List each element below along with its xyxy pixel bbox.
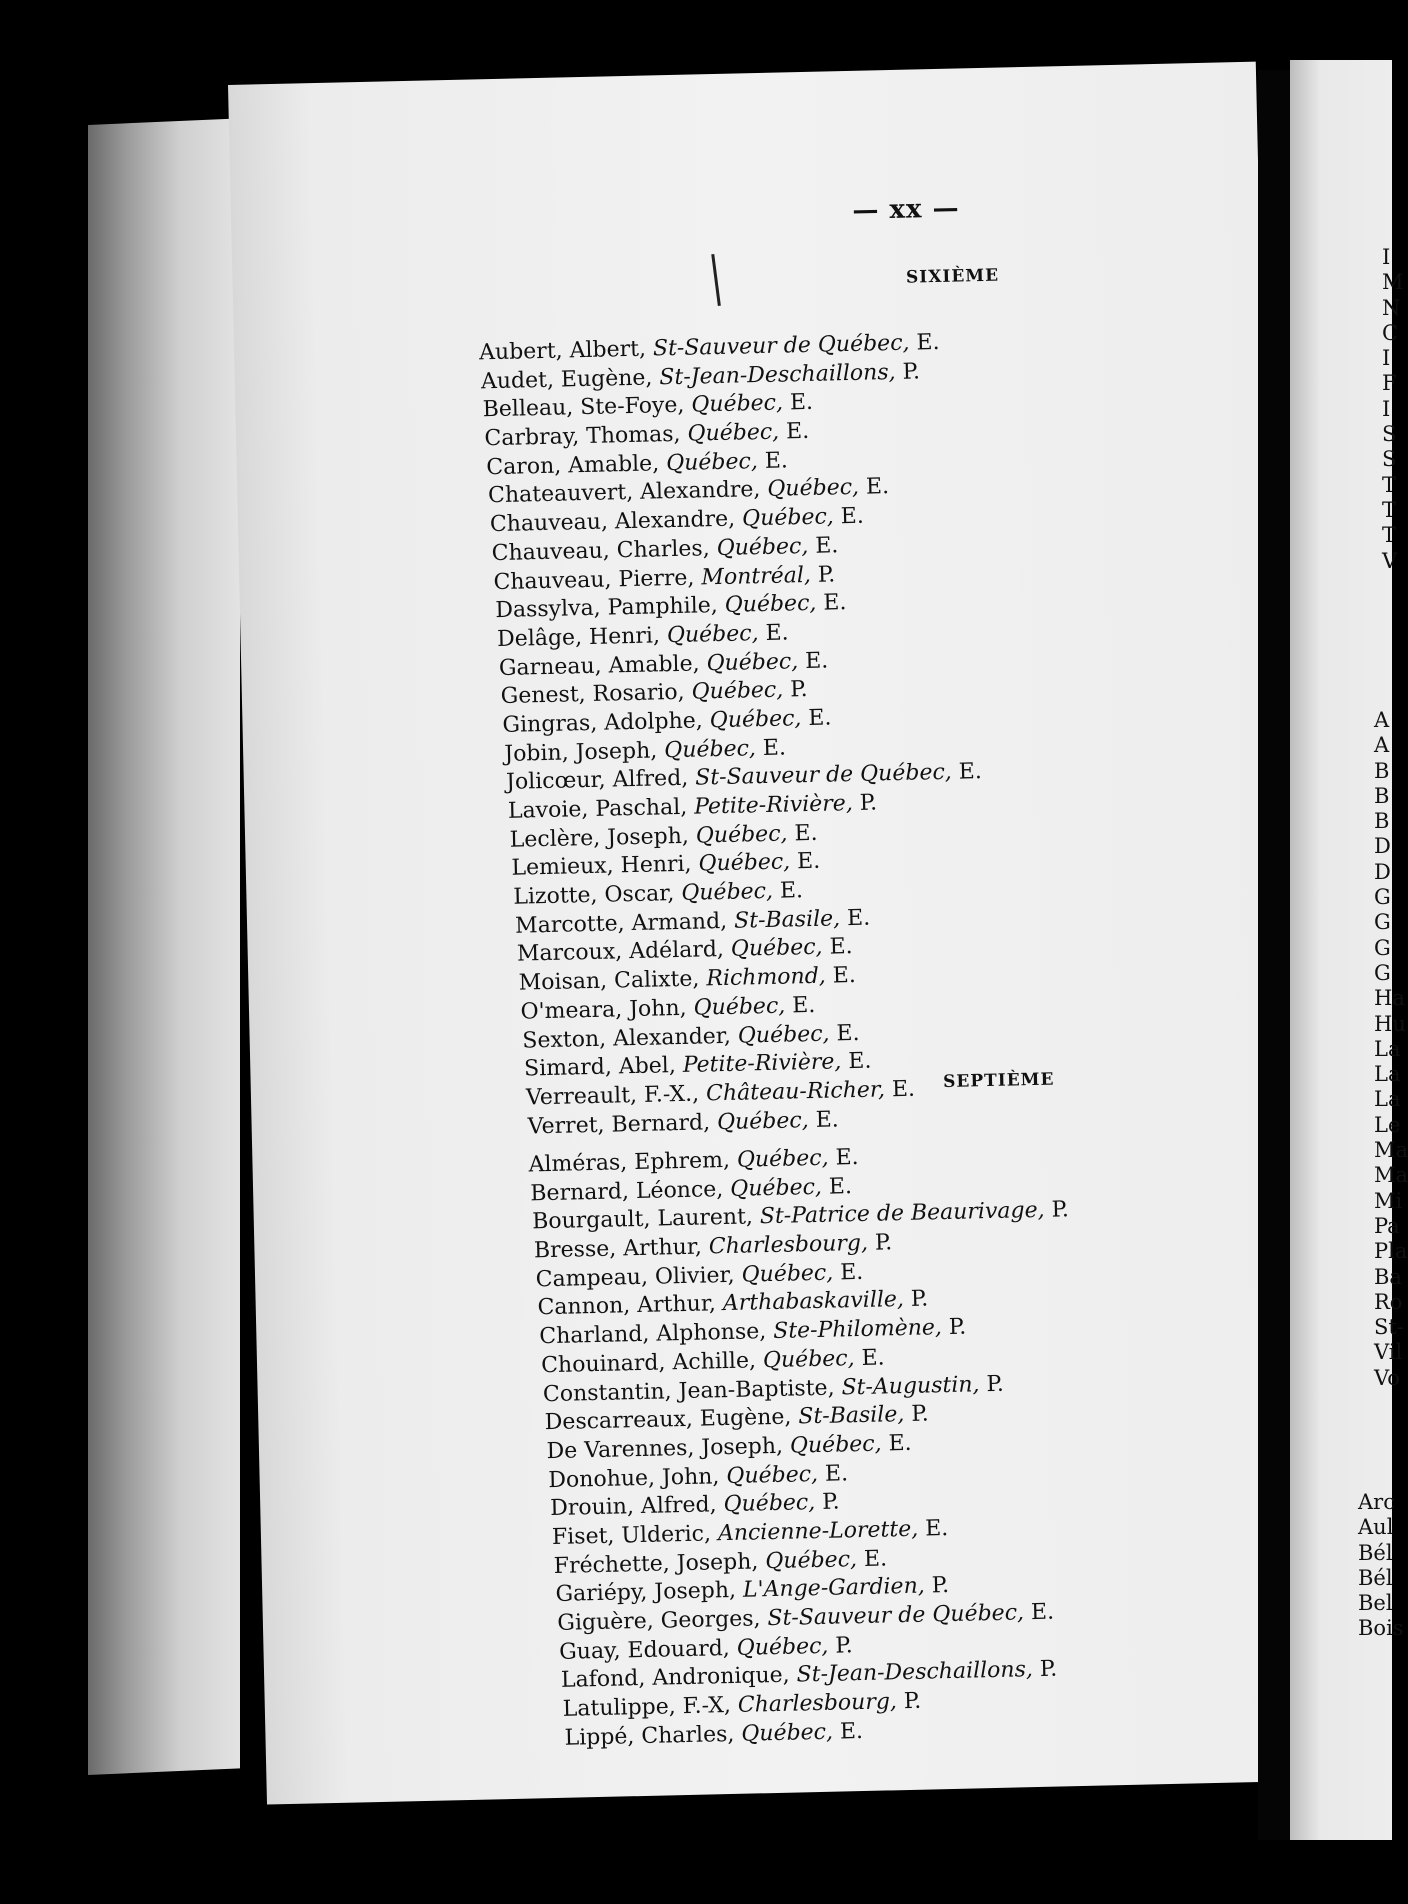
entry-name: Audet, Eugène, — [480, 365, 653, 395]
entry-name: Leclère, Joseph, — [509, 823, 690, 853]
facing-page-fragment: G — [1374, 960, 1391, 985]
facing-page-fragment: D — [1374, 834, 1391, 859]
section-heading-septieme: SEPTIÈME — [942, 1069, 1055, 1093]
entry-name: Latulippe, F.-X, — [562, 1693, 732, 1722]
entry-place: Québec, — [723, 1490, 816, 1518]
entry-place: Charlesbourg, — [708, 1230, 869, 1260]
facing-page-fragments-bottom — [1358, 1490, 1404, 1642]
entry-code: P. — [789, 677, 808, 703]
entry-place: St-Basile, — [733, 906, 841, 934]
entry-place: Québec, — [736, 1633, 829, 1661]
entry-code: E. — [836, 1020, 860, 1046]
entry-place: Québec, — [724, 590, 817, 619]
entry-code: E. — [846, 905, 871, 931]
facing-page-fragment: Vo — [1374, 1365, 1400, 1390]
entry-code: P. — [948, 1314, 967, 1341]
entry-name: Gariépy, Joseph, — [555, 1578, 737, 1608]
entry-code: E. — [1030, 1599, 1055, 1626]
entry-code: E. — [916, 329, 940, 356]
entry-name: Marcoux, Adélard, — [516, 937, 725, 968]
entry-code: E. — [828, 1173, 853, 1200]
entry-code: E. — [835, 1144, 859, 1171]
entry-code: E. — [832, 963, 857, 989]
entry-code: E. — [815, 533, 839, 559]
entry-place: Québec, — [730, 935, 823, 963]
entry-code: P. — [931, 1573, 950, 1599]
entry-place: L'Ange-Gardien, — [742, 1573, 926, 1604]
entry-name: Giguère, Georges, — [557, 1606, 761, 1636]
entry-name: Donohue, John, — [548, 1463, 720, 1493]
facing-page-fragment: F — [1382, 371, 1397, 396]
entry-place: St-Jean-Deschaillons, — [659, 359, 896, 390]
entry-name: Jobin, Joseph, — [504, 738, 658, 767]
facing-page-fragment: La — [1374, 1062, 1401, 1087]
entry-name: Campeau, Olivier, — [535, 1262, 735, 1293]
entry-code: P. — [1039, 1656, 1058, 1683]
facing-page-fragment: N — [1382, 295, 1401, 320]
entry-name: Bernard, Léonce, — [530, 1176, 724, 1207]
facing-page — [1290, 60, 1408, 1840]
facing-page-fragment: Bél — [1358, 1540, 1393, 1565]
entry-name: Verret, Bernard, — [527, 1109, 711, 1140]
entry-place: Québec, — [691, 677, 784, 705]
entry-place: St-Sauveur de Québec, — [767, 1600, 1025, 1632]
facing-page-fragment: A — [1374, 708, 1390, 732]
facing-page-fragments-middle — [1374, 708, 1408, 1391]
entry-place: Québec, — [691, 390, 784, 418]
section-heading-sixieme: SIXIÈME — [905, 265, 1000, 288]
facing-page-fragment: T — [1382, 472, 1397, 497]
entry-code: E. — [804, 648, 829, 674]
entry-code: P. — [911, 1401, 929, 1428]
entry-list-septieme — [528, 1139, 1081, 1754]
entry-place: Richmond, — [706, 963, 827, 992]
facing-page-fragment: Aul — [1358, 1515, 1394, 1540]
entry-code: E. — [785, 418, 810, 445]
entry-place: Québec, — [726, 1461, 819, 1489]
entry-code: E. — [848, 1048, 872, 1075]
facing-page-fragment: Hu — [1374, 1011, 1406, 1036]
facing-page-fragment: Pa — [1374, 1213, 1400, 1238]
entry-place: Québec, — [737, 1021, 830, 1049]
facing-page-fragment: Vil — [1374, 1340, 1403, 1365]
facing-page-fragment: La — [1374, 1087, 1401, 1112]
entry-place: St-Jean-Deschaillons, — [796, 1657, 1034, 1688]
entry-code: E. — [861, 1345, 885, 1371]
book-page — [228, 62, 1295, 1805]
entry-name: Delâge, Henri, — [496, 623, 661, 652]
entry-name: Guay, Edouard, — [558, 1635, 731, 1665]
entry-place: Petite-Rivière, — [693, 791, 854, 820]
margin-pencil-mark — [711, 254, 721, 306]
entry-name: Constantin, Jean-Baptiste, — [542, 1375, 835, 1407]
entry-place: St-Augustin, — [841, 1371, 980, 1400]
facing-page-fragment: G — [1374, 935, 1391, 960]
entry-place: Québec, — [665, 448, 759, 476]
entry-code: E. — [924, 1515, 949, 1542]
facing-page-fragments-top — [1382, 245, 1404, 574]
entry-place: St-Sauveur de Québec, — [652, 330, 910, 362]
entry-name: Lippé, Charles, — [564, 1721, 735, 1751]
entry-code: E. — [863, 1546, 888, 1572]
entry-code: E. — [789, 390, 814, 416]
entry-name: Genest, Rosario, — [500, 680, 685, 710]
entry-name: Alméras, Ephrem, — [528, 1147, 731, 1178]
entry-name: Chauveau, Pierre, — [493, 565, 695, 595]
entry-name: Fréchette, Joseph, — [553, 1548, 759, 1579]
entry-code: P. — [817, 561, 836, 588]
facing-page-fragment: C — [1382, 320, 1399, 345]
entry-place: Québec, — [666, 620, 759, 649]
entry-code: E. — [762, 735, 787, 761]
entry-place: Québec, — [709, 706, 802, 734]
entry-code: E. — [840, 503, 865, 530]
entry-place: Québec, — [729, 1174, 823, 1202]
entry-name: Gingras, Adolphe, — [502, 708, 704, 738]
entry-name: Lizotte, Oscar, — [513, 881, 675, 910]
facing-page-fragment: I — [1382, 396, 1391, 421]
entry-code: E. — [808, 705, 832, 731]
facing-page-fragment: V — [1382, 548, 1398, 573]
entry-name: Moisan, Calixte, — [518, 966, 700, 996]
entry-place: Québec, — [693, 993, 786, 1021]
facing-page-fragment: Ma — [1374, 1163, 1408, 1188]
entry-place: Québec, — [716, 533, 809, 561]
entry-name: Fiset, Ulderic, — [551, 1521, 712, 1550]
entry-code: E. — [891, 1076, 916, 1103]
entry-place: Arthabaskaville, — [722, 1287, 905, 1317]
entry-name: O'meara, John, — [520, 995, 687, 1025]
entry-place: Québec, — [765, 1546, 858, 1574]
entry-code: E. — [764, 448, 789, 474]
entry-list-sixieme — [479, 328, 990, 1142]
entry-code: P. — [1051, 1197, 1070, 1223]
entry-code: P. — [986, 1371, 1005, 1397]
entry-place: Québec, — [741, 504, 835, 532]
entry-name: Carbray, Thomas, — [484, 421, 681, 452]
entry-name: Simard, Abel, — [523, 1053, 677, 1082]
entry-place: St-Sauveur de Québec, — [694, 760, 953, 791]
entry-name: Cannon, Arthur, — [537, 1291, 717, 1321]
entry-code: P. — [859, 790, 878, 816]
entry-name: Marcotte, Armand, — [514, 908, 728, 939]
entry-code: E. — [815, 1106, 840, 1133]
entry-name: Jolicœur, Alfred, — [505, 766, 689, 796]
entry-name: Lavoie, Paschal, — [507, 794, 688, 824]
entry-code: E. — [839, 1718, 864, 1745]
facing-page-fragment: St- — [1374, 1315, 1404, 1340]
entry-place: Québec, — [741, 1260, 834, 1288]
facing-page-fragment: B — [1374, 783, 1390, 808]
entry-name: Descarreaux, Eugène, — [544, 1404, 792, 1436]
entry-place: Ancienne-Lorette, — [717, 1516, 919, 1547]
entry-name: Chouinard, Achille, — [540, 1348, 757, 1379]
book-gutter — [1258, 70, 1290, 1840]
entry-code: E. — [824, 1460, 849, 1487]
entry-code: E. — [958, 759, 983, 785]
entry-code: P. — [835, 1632, 854, 1659]
entry-place: Québec, — [698, 849, 791, 877]
entry-place: Québec, — [687, 419, 780, 447]
entry-code: P. — [903, 1688, 922, 1715]
facing-page-fragment: M — [1382, 270, 1404, 295]
entry-name: Charland, Alphonse, — [539, 1319, 767, 1350]
facing-page-fragment: I — [1382, 245, 1391, 269]
entry-name: Chauveau, Charles, — [491, 536, 710, 566]
entry-place: St-Patrice de Beaurivage, — [759, 1198, 1045, 1230]
facing-page-fragment: Bois — [1358, 1616, 1404, 1641]
entry-name: Verreault, F.-X., — [525, 1081, 700, 1111]
entry-code: E. — [765, 620, 789, 646]
entry-code: E. — [796, 849, 821, 875]
entry-name: Sexton, Alexander, — [522, 1023, 732, 1054]
entry-place: Montréal, — [701, 562, 812, 590]
entry-name: Chauveau, Alexandre, — [489, 506, 736, 538]
facing-page-fragment: Ma — [1374, 1138, 1408, 1163]
entry-place: Québec, — [681, 878, 774, 906]
facing-page-fragment: B — [1374, 758, 1390, 783]
facing-page-fragment: Bél — [1358, 1565, 1393, 1590]
entry-code: E. — [794, 820, 818, 847]
facing-page-fragment: S — [1382, 447, 1397, 472]
entry-name: Bresse, Arthur, — [533, 1234, 703, 1264]
entry-place: Québec, — [789, 1431, 882, 1459]
facing-page-fragment: Ro — [1374, 1289, 1403, 1314]
facing-page-fragment: Arc — [1358, 1490, 1395, 1514]
entry-code: P. — [910, 1286, 929, 1313]
entry-place: Québec, — [706, 648, 799, 676]
entry-place: Ste-Philomène, — [772, 1315, 943, 1345]
facing-page-fragment: Mi — [1374, 1188, 1403, 1213]
entry-code: E. — [779, 878, 804, 904]
facing-page-fragment: Ha — [1374, 986, 1405, 1011]
entry-place: Québec, — [762, 1345, 855, 1374]
entry-code: E. — [865, 474, 890, 501]
facing-page-fragment: La — [1374, 1036, 1401, 1061]
facing-page-fragment: Pla — [1374, 1239, 1408, 1264]
facing-page-fragment: G — [1374, 910, 1391, 935]
facing-page-fragment: T — [1382, 523, 1397, 548]
page-number-header: — xx — — [852, 193, 960, 226]
entry-place: Québec, — [736, 1145, 829, 1173]
facing-page-fragment: I — [1382, 346, 1391, 371]
entry-place: Charlesbourg, — [737, 1689, 898, 1718]
entry-code: E. — [839, 1259, 864, 1286]
entry-code: E. — [888, 1430, 912, 1457]
facing-page-fragment: A — [1374, 733, 1390, 758]
entry-name: Lemieux, Henri, — [511, 852, 692, 882]
entry-name: Caron, Amable, — [486, 451, 660, 480]
facing-page-fragment: Le — [1374, 1112, 1401, 1137]
entry-place: St-Basile, — [798, 1402, 905, 1430]
entry-name: Garneau, Amable, — [498, 651, 700, 681]
entry-place: Québec, — [716, 1107, 809, 1135]
entry-name: Belleau, Ste-Foye, — [482, 393, 685, 423]
facing-page-fragment: Ba — [1374, 1264, 1402, 1289]
entry-place: Québec, — [695, 821, 788, 849]
entry-code: P. — [874, 1230, 893, 1256]
entry-name: Bourgault, Laurent, — [531, 1204, 754, 1235]
facing-page-fragment: Bel — [1358, 1591, 1393, 1616]
entry-place: Québec, — [767, 475, 860, 503]
entry-name: Lafond, Andronique, — [560, 1663, 790, 1694]
entry-code: E. — [829, 934, 853, 961]
entry-name: De Varennes, Joseph, — [546, 1433, 784, 1464]
entry-name: Dassylva, Pamphile, — [495, 593, 719, 624]
entry-code: E. — [791, 992, 816, 1019]
facing-page-fragment: T — [1382, 497, 1397, 522]
facing-page-fragment: S — [1382, 422, 1397, 447]
entry-code: P. — [821, 1489, 840, 1516]
entry-name: Drouin, Alfred, — [549, 1492, 717, 1522]
facing-page-fragment: G — [1374, 885, 1391, 910]
entry-place: Québec, — [741, 1719, 834, 1747]
book-page-edges — [88, 118, 240, 1775]
entry-code: E. — [823, 590, 847, 616]
entry-name: Chateauvert, Alexandre, — [487, 477, 761, 509]
facing-page-fragment: D — [1374, 859, 1391, 884]
entry-name: Aubert, Albert, — [478, 336, 647, 366]
entry-place: Québec, — [663, 735, 757, 763]
facing-page-fragment: B — [1374, 809, 1390, 834]
entry-code: P. — [902, 359, 921, 385]
entry-place: Petite-Rivière, — [682, 1049, 842, 1079]
entry-place: Château-Richer, — [705, 1077, 886, 1107]
